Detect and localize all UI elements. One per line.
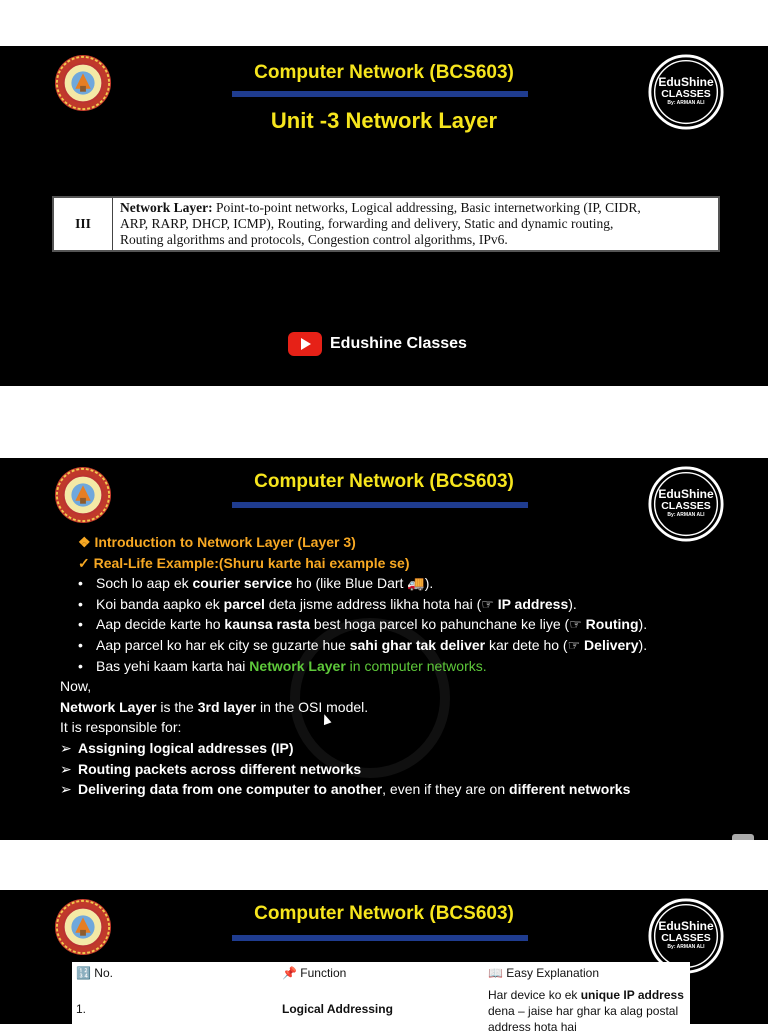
brand-name: EduShine [658, 919, 714, 933]
text: in the OSI model. [256, 698, 369, 715]
course-title: Computer Network (BCS603) [254, 903, 514, 924]
text-bold: IP address [497, 595, 569, 612]
intro-content [60, 532, 758, 800]
syllabus-unit: III [54, 198, 113, 250]
text: Soch lo aap ek [96, 575, 193, 592]
syllabus-heading: Network Layer: [120, 200, 213, 215]
definition [60, 697, 758, 718]
column-header-function: 📌 Function [282, 966, 347, 980]
slide-1 [0, 46, 768, 386]
responsibility-3 [60, 779, 758, 800]
text: address hota hai [488, 1020, 577, 1034]
column-header-no: 🔢 No. [76, 966, 113, 980]
bullet-network-layer [78, 656, 758, 677]
text: deta jisme address likha hota hai (☞ [264, 595, 498, 612]
bullet-courier [78, 573, 758, 594]
text: Koi banda aapko ek [96, 595, 224, 612]
text: ). [638, 616, 648, 633]
text-bold: unique IP address [580, 988, 684, 1002]
text-bold: parcel [223, 595, 265, 612]
text: ). [568, 595, 577, 612]
row-1-explanation [488, 987, 684, 1035]
course-title: Computer Network (BCS603) [254, 471, 514, 492]
text-bold: Delivering data from one computer to another [78, 781, 383, 798]
bullet-routing [78, 614, 758, 635]
title-divider [232, 502, 528, 508]
slide-2 [0, 458, 768, 840]
bullet-delivery [78, 635, 758, 656]
syllabus-text [120, 200, 712, 248]
row-1-no: 1. [76, 1002, 87, 1016]
text-bold: sahi ghar tak deliver [349, 636, 486, 653]
bullet-parcel [78, 594, 758, 615]
text-bold: courier service [192, 575, 293, 592]
syllabus-line-3: Routing algorithms and protocols, Congestion control algorithms, IPv6. [120, 232, 508, 247]
brand-name: EduShine [658, 487, 714, 501]
youtube-channel-badge [288, 332, 467, 356]
syllabus-table [52, 196, 720, 252]
brand-classes: CLASSES [661, 500, 711, 512]
text: ). [638, 636, 648, 653]
text-bold: kaunsa rasta [224, 616, 311, 633]
syllabus-line-1: Point-to-point networks, Logical addressing, Basic internetworking (IP, CIDR, [212, 200, 641, 215]
text-bold: different networks [509, 781, 631, 798]
responsibility-intro: It is responsible for: [60, 719, 182, 736]
syllabus-line-2: ARP, RARP, DHCP, ICMP), Routing, forwarding and delivery, Static and dynamic routing, [120, 216, 614, 231]
text-bold: Delivery [584, 636, 639, 653]
text: kar dete ho (☞ [485, 636, 585, 653]
now-label: Now, [60, 678, 92, 695]
text: , even if they are on [382, 781, 510, 798]
text: in computer networks. [345, 657, 487, 674]
text: best hoga parcel ko pahunchane ke liye (☞ [310, 616, 586, 633]
edushine-logo [648, 54, 724, 130]
column-header-explanation: 📖 Easy Explanation [488, 966, 599, 980]
text-bold: 3rd layer [197, 698, 257, 715]
responsibility-1: ➢ Assigning logical addresses (IP) [60, 738, 758, 759]
youtube-icon [288, 332, 322, 356]
channel-name: Edushine Classes [330, 335, 467, 352]
row-1-function: Logical Addressing [282, 1002, 393, 1016]
example-heading: ✓ Real-Life Example:(Shuru karte hai example se) [78, 554, 410, 571]
text-bold: Network Layer [249, 657, 346, 674]
title-divider [232, 91, 528, 97]
title-divider [232, 935, 528, 941]
responsibility-2: ➢ Routing packets across different networks [60, 759, 758, 780]
text: ho (like Blue Dart 🚚). [292, 575, 434, 592]
brand-author: By: ARMAN ALI [667, 100, 705, 106]
brand-classes: CLASSES [661, 932, 711, 944]
intro-heading: ❖ Introduction to Network Layer (Layer 3) [78, 534, 356, 550]
text: Aap parcel ko har ek city se guzarte hue [96, 636, 350, 653]
course-title: Computer Network (BCS603) [254, 62, 514, 83]
functions-table [72, 962, 690, 1034]
edushine-logo [648, 466, 724, 542]
unit-title: Unit -3 Network Layer [270, 108, 498, 133]
camera-overlay-icon [732, 834, 754, 840]
brand-classes: CLASSES [661, 88, 711, 100]
text-bold: Routing [585, 616, 639, 633]
text: Bas yehi kaam karta hai [96, 657, 250, 674]
slide-3 [0, 890, 768, 1034]
text: is the [156, 698, 198, 715]
brand-author: By: ARMAN ALI [667, 512, 705, 518]
text: dena – jaise har ghar ka alag postal [488, 1004, 679, 1018]
text: Aap decide karte ho [96, 616, 225, 633]
brand-name: EduShine [658, 75, 714, 89]
text-bold: Network Layer [60, 698, 157, 715]
brand-author: By: ARMAN ALI [667, 944, 705, 950]
text: Har device ko ek [488, 988, 581, 1002]
